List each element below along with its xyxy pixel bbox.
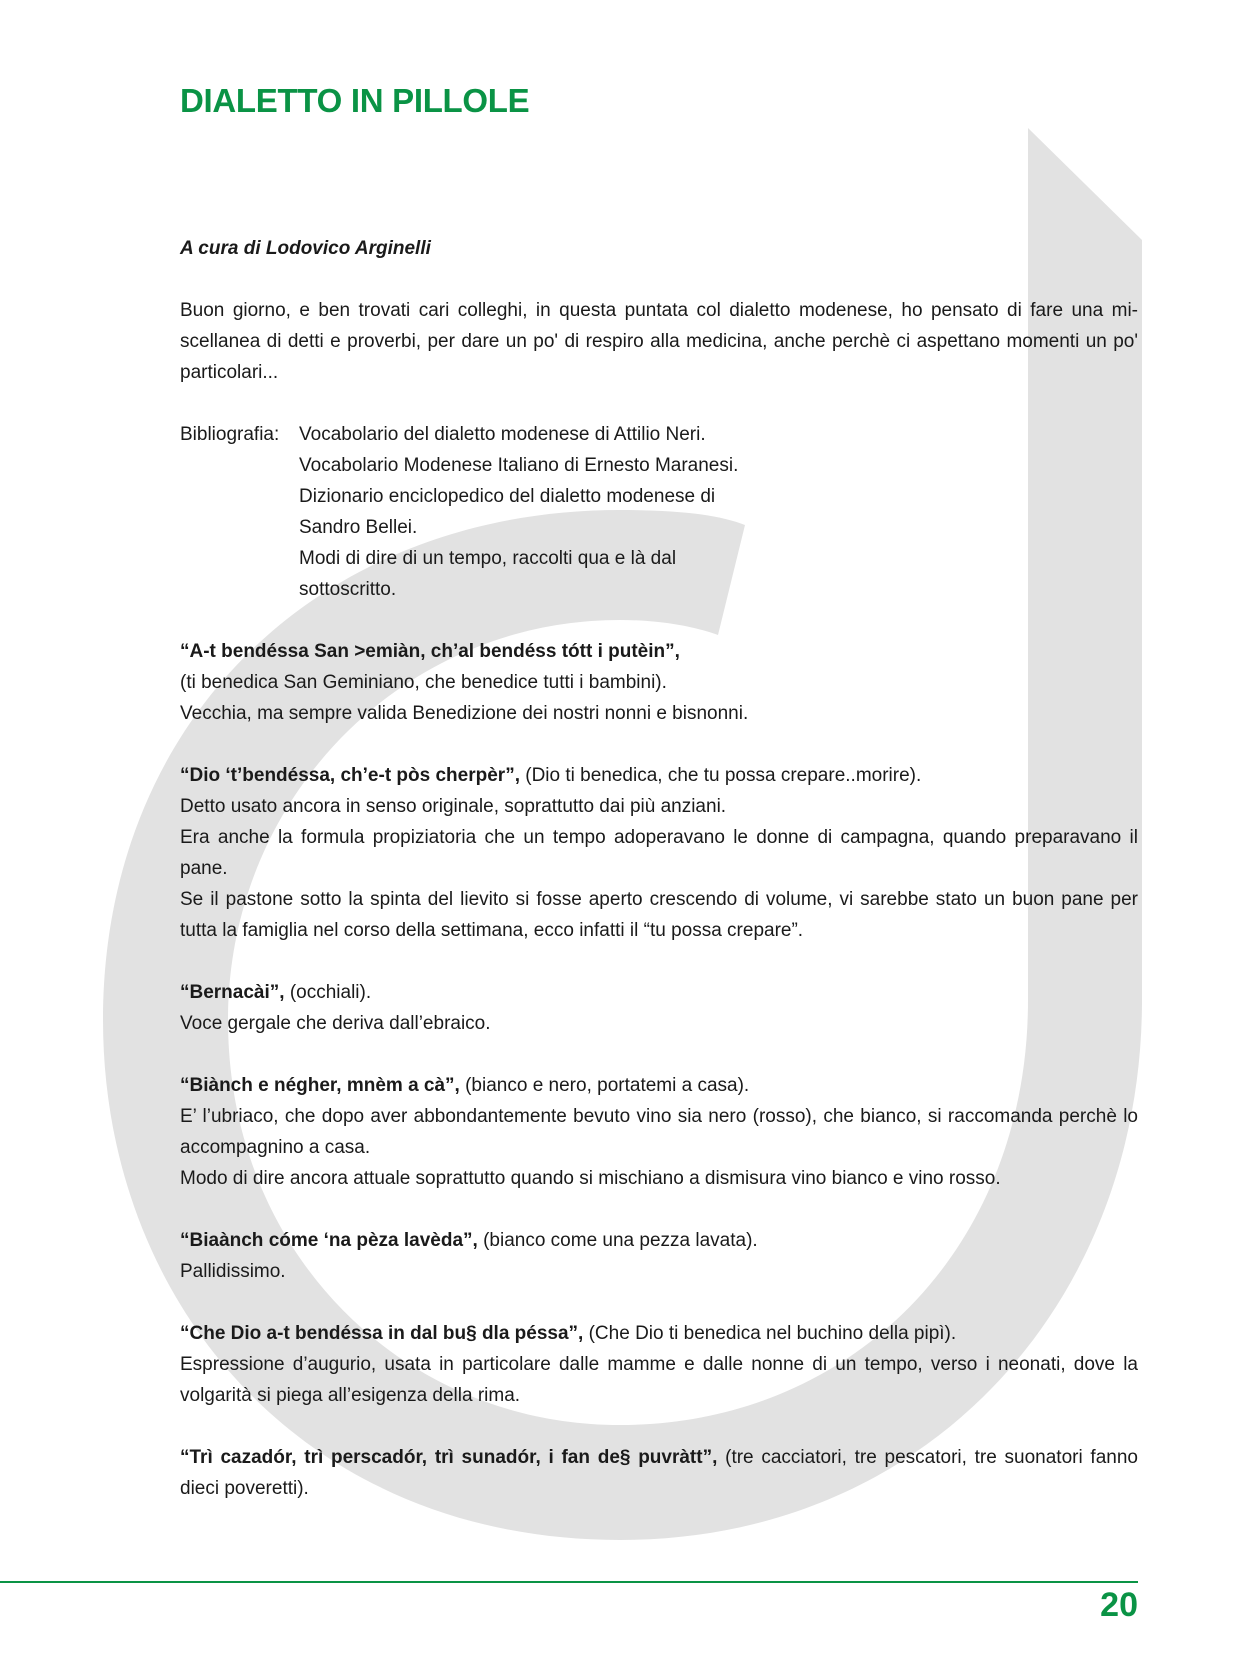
saying-heading: [180, 977, 1138, 1008]
saying-line: E’ l’ubriaco, che dopo aver abbondantemente bevuto vino sia nero (rosso), che bianco, si raccomanda perchè lo accompagnino a casa.: [180, 1106, 1138, 1158]
bibliography: [180, 419, 1138, 605]
intro-paragraph: Buon giorno, e ben trovati cari colleghi, in questa puntata col dialetto modenese, ho pensato di fare una mi-scellanea di detti e proverbi, per dare un po' di respiro alla medicina, anche perchè ci aspettano momenti un po' particolari...: [180, 300, 1138, 383]
saying-phrase: “Biaànch cóme ‘na pèza lavèda”,: [180, 1230, 478, 1251]
saying-entry: [180, 1318, 1138, 1411]
page-number: 20: [1100, 1586, 1138, 1624]
saying-line: Vecchia, ma sempre valida Benedizione dei nostri nonni e bisnonni.: [180, 703, 749, 724]
bibliography-line: Dizionario enciclopedico del dialetto modenese di: [299, 486, 716, 507]
saying-line: Era anche la formula propiziatoria che un tempo adoperavano le donne di campagna, quando preparavano il pane.: [180, 827, 1138, 879]
saying-line: Se il pastone sotto la spinta del lievito si fosse aperto crescendo di volume, vi sarebbe stato un buon pane per tutta la famiglia nel corso della settimana, ecco infatti il “tu possa crepare”.: [180, 889, 1138, 941]
saying-line: Pallidissimo.: [180, 1261, 286, 1282]
saying-translation: (occhiali).: [284, 982, 372, 1003]
saying-heading: [180, 1070, 1138, 1101]
saying-heading: [180, 636, 1138, 667]
saying-phrase: “A-t bendéssa San >emiàn, ch’al bendéss tótt i putèin”,: [180, 641, 680, 662]
saying-translation: (Che Dio ti benedica nel buchino della pipì).: [583, 1323, 957, 1344]
saying-translation: (bianco come una pezza lavata).: [477, 1230, 758, 1251]
footer-divider: [0, 1581, 1138, 1583]
saying-heading: [180, 1318, 1138, 1349]
author-line: A cura di Lodovico Arginelli: [180, 238, 431, 259]
saying-phrase: “Biànch e négher, mnèm a cà”,: [180, 1075, 460, 1096]
saying-translation: (Dio ti benedica, che tu possa crepare..morire).: [519, 765, 922, 786]
saying-line: Voce gergale che deriva dall’ebraico.: [180, 1013, 491, 1034]
bibliography-line: Sandro Bellei.: [299, 517, 418, 538]
page-title: DIALETTO IN PILLOLE: [180, 82, 530, 119]
saying-phrase: “Dio ‘t’bendéssa, ch’e-t pòs cherpèr”,: [180, 765, 520, 786]
saying-entry: [180, 1225, 1138, 1287]
saying-entry: [180, 1442, 1138, 1504]
saying-line: Detto usato ancora in senso originale, soprattutto dai più anziani.: [180, 796, 727, 817]
saying-heading: [180, 760, 1138, 791]
bibliography-line: Modi di dire di un tempo, raccolti qua e là dal: [299, 548, 677, 569]
saying-entry: [180, 760, 1138, 946]
bibliography-line: Vocabolario Modenese Italiano di Ernesto Maranesi.: [299, 455, 739, 476]
bibliography-label: Bibliografia:: [180, 424, 280, 445]
bibliography-list: [299, 419, 759, 605]
saying-phrase: “Trì cazadór, trì perscadór, trì sunadór, i fan de§ puvràtt”,: [180, 1447, 718, 1468]
saying-line: Espressione d’augurio, usata in particolare dalle mamme e dalle nonne di un tempo, verso i neonati, dove la volgarità si piega all’esigenza della rima.: [180, 1354, 1138, 1406]
saying-line: (ti benedica San Geminiano, che benedice tutti i bambini).: [180, 672, 667, 693]
bibliography-line: Vocabolario del dialetto modenese di Attilio Neri.: [299, 424, 706, 445]
bibliography-line: sottoscritto.: [299, 579, 397, 600]
saying-phrase: “Che Dio a-t bendéssa in dal bu§ dla péssa”,: [180, 1323, 584, 1344]
saying-heading: [180, 1225, 1138, 1256]
saying-entry: [180, 977, 1138, 1039]
saying-heading: [180, 1442, 1138, 1504]
article-body: [180, 233, 1138, 1504]
saying-line: Modo di dire ancora attuale soprattutto quando si mischiano a dismisura vino bianco e vino rosso.: [180, 1168, 1001, 1189]
saying-entry: [180, 1070, 1138, 1194]
saying-translation: (bianco e nero, portatemi a casa).: [459, 1075, 750, 1096]
saying-phrase: “Bernacài”,: [180, 982, 285, 1003]
saying-translation: (tre cacciatori, tre pescatori, tre suonatori fanno dieci poveretti).: [180, 1447, 1138, 1499]
saying-entry: [180, 636, 1138, 729]
